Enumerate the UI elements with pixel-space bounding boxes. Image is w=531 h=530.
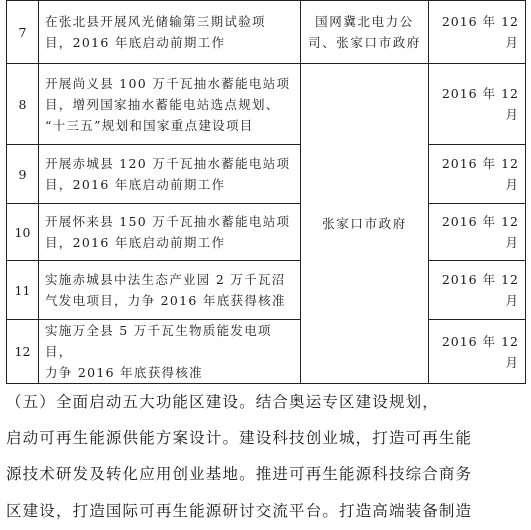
task-description	[39, 145, 301, 204]
paragraph-line: （五）全面启动五大功能区建设。结合奥运专区建设规划，	[6, 393, 439, 411]
table-row	[7, 145, 526, 204]
deadline: 2016 年 12 月	[429, 261, 526, 320]
task-line: 开展赤城县 120 万千瓦抽水蓄能电站项	[45, 156, 291, 171]
row-number: 11	[7, 261, 39, 320]
body-paragraph	[6, 384, 525, 529]
task-line: 力争 2016 年底获得核准	[45, 365, 203, 380]
task-line: 在张北县开展风光储输第三期试验项	[45, 14, 266, 29]
deadline: 2016 年 12 月	[429, 145, 526, 204]
table-row	[7, 261, 526, 320]
deadline: 2016 年 12 月	[429, 64, 526, 145]
table-row	[7, 204, 526, 261]
task-line: 目，2016 年底启动前期工作	[45, 177, 226, 192]
row-number: 9	[7, 145, 39, 204]
task-description	[39, 320, 301, 384]
task-line: 实施赤城县中法生态产业园 2 万千瓦沼	[45, 272, 286, 287]
task-line: 气发电项目，力争 2016 年底获得核准	[45, 293, 286, 308]
paragraph-line: 区建设，打造国际可再生能源研讨交流平台。打造高端装备制造	[6, 501, 473, 520]
unit-line: 国网冀北电力公	[315, 14, 414, 29]
task-table	[6, 0, 526, 384]
responsible-unit	[301, 1, 429, 64]
table-row	[7, 1, 526, 64]
table-row	[7, 320, 526, 384]
row-number: 12	[7, 320, 39, 384]
deadline: 2016 年 12 月	[429, 204, 526, 261]
deadline: 2016 年 12 月	[429, 320, 526, 384]
deadline: 2016 年 12 月	[429, 1, 526, 64]
row-number: 7	[7, 1, 39, 64]
unit-line: 司、张家口市政府	[308, 35, 421, 50]
task-line: 开展怀来县 150 万千瓦抽水蓄能电站项	[45, 214, 291, 229]
task-description	[39, 64, 301, 145]
task-description	[39, 261, 301, 320]
task-line: 目，2016 年底启动前期工作	[45, 35, 226, 50]
task-line: 目，增列国家抽水蓄能电站选点规划、	[45, 96, 280, 112]
task-line: 实施万全县 5 万千瓦生物质能发电项目，	[45, 323, 272, 359]
table-row	[7, 64, 526, 145]
paragraph-line: 源技术研发及转化应用创业基地。推进可再生能源科技综合商务	[6, 465, 473, 484]
responsible-unit-shared: 张家口市政府	[301, 64, 429, 384]
row-number: 8	[7, 64, 39, 145]
task-line: 开展尚义县 100 万千瓦抽水蓄能电站项	[45, 75, 291, 91]
task-line: “十三五”规划和国家重点建设项目	[45, 117, 254, 133]
task-description	[39, 204, 301, 261]
paragraph-line: 启动可再生能源供能方案设计。建设科技创业城，打造可再生能	[6, 429, 473, 448]
row-number: 10	[7, 204, 39, 261]
task-line: 目，2016 年底启动前期工作	[45, 235, 226, 250]
task-description	[39, 1, 301, 64]
